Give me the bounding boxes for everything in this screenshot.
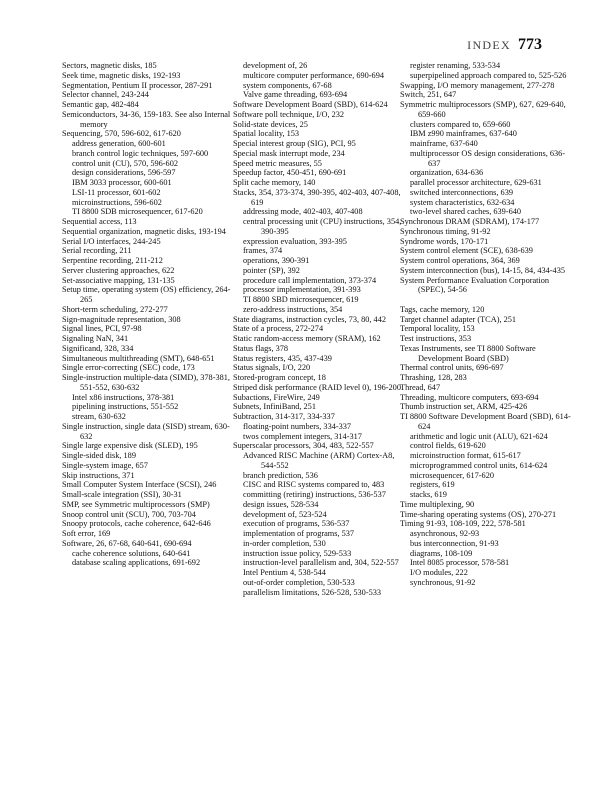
index-entry: Soft error, 169 bbox=[62, 529, 111, 538]
index-entry: TI 8800 Software Development Board (SBD), 614-624 bbox=[400, 412, 571, 431]
index-entry: Stacks, 354, 373-374, 390-395, 402-403, 407-408, 619 bbox=[233, 187, 401, 207]
index-entry: Short-term scheduling, 272-277 bbox=[62, 304, 168, 314]
index-entry: State diagrams, instruction cycles, 73, 80, 442 bbox=[233, 314, 387, 324]
index-entry: Serial recording, 211 bbox=[62, 246, 132, 256]
index-subentry: twos complement integers, 314-317 bbox=[243, 431, 362, 441]
index-subentry: zero-address instructions, 354 bbox=[243, 304, 343, 314]
index-subentry: database scaling applications, 691-692 bbox=[72, 558, 201, 568]
index-subentry: central processing unit (CPU) instructions, 354, 390-395 bbox=[243, 217, 402, 236]
index-entry: Single-instruction multiple-data (SIMD), 378-381, 551-552, 630-632 bbox=[62, 373, 230, 392]
index-subentry: floating-point numbers, 334-337 bbox=[243, 421, 352, 431]
index-subentry: IBM 3033 processor, 600-601 bbox=[72, 178, 172, 187]
index-subentry: IBM z990 mainframes, 637-640 bbox=[410, 129, 517, 139]
index-subentry: in-order completion, 530 bbox=[243, 538, 326, 548]
index-column-2 bbox=[233, 61, 405, 597]
index-entry: Small Computer System Interface (SCSI), 246 bbox=[62, 480, 217, 490]
index-subentry: implementation of programs, 537 bbox=[243, 529, 355, 538]
index-subentry: parallelism limitations, 526-528, 530-533 bbox=[243, 587, 382, 597]
index-entry: Sequencing, 570, 596-602, 617-620 bbox=[62, 129, 181, 139]
running-head-word: INDEX bbox=[467, 38, 511, 52]
index-subentry: pipelining instructions, 551-552 bbox=[72, 402, 179, 412]
index-subentry: synchronous, 91-92 bbox=[410, 577, 476, 587]
index-subentry: design issues, 528-534 bbox=[243, 499, 319, 509]
page-number: 773 bbox=[518, 36, 542, 53]
index-subentry: TI 8800 SBD microsequencer, 619 bbox=[243, 295, 359, 304]
index-subentry: stacks, 619 bbox=[410, 490, 447, 499]
index-subentry: I/O modules, 222 bbox=[410, 568, 468, 577]
index-entry: Threading, multicore computers, 693-694 bbox=[400, 392, 539, 402]
index-entry: Selector channel, 243-244 bbox=[62, 90, 149, 100]
index-subentry: committing (retiring) instructions, 536-537 bbox=[243, 490, 386, 499]
index-entry: Test instructions, 353 bbox=[400, 334, 472, 343]
index-entry: Single error-correcting (SEC) code, 173 bbox=[62, 363, 195, 373]
index-subentry: control unit (CU), 570, 596-602 bbox=[72, 158, 179, 168]
index-subentry: operations, 390-391 bbox=[243, 256, 310, 265]
index-entry: Status signals, I/O, 220 bbox=[233, 363, 311, 373]
index-subentry: two-level shared caches, 639-640 bbox=[410, 207, 522, 217]
index-subentry: microinstructions, 596-602 bbox=[72, 197, 162, 207]
index-subentry: microprogrammed control units, 614-624 bbox=[410, 460, 548, 470]
index-subentry: development of, 26 bbox=[243, 61, 308, 70]
index-subentry: processor implementation, 391-393 bbox=[243, 285, 361, 295]
index-entry: Simultaneous multithreading (SMT), 648-651 bbox=[62, 353, 215, 363]
index-subentry: Valve game threading, 693-694 bbox=[243, 90, 348, 100]
index-subentry: mainframe, 637-640 bbox=[410, 139, 478, 148]
index-entry: Software, 26, 67-68, 640-641, 690-694 bbox=[62, 538, 192, 548]
index-entry: Single-sided disk, 189 bbox=[62, 451, 136, 460]
index-subentry: Intel 8085 processor, 578-581 bbox=[410, 558, 510, 568]
index-subentry: asynchronous, 92-93 bbox=[410, 529, 480, 538]
index-entry: Special mask interrupt mode, 234 bbox=[233, 148, 345, 158]
index-subentry: pointer (SP), 392 bbox=[243, 265, 300, 275]
index-entry: Semiconductors, 34-36, 159-183. See also Internal memory bbox=[62, 109, 231, 129]
index-column-1 bbox=[62, 61, 234, 568]
index-entry: Single large expensive disk (SLED), 195 bbox=[62, 441, 198, 451]
index-entry: Texas Instruments, see TI 8800 Software Development Board (SBD) bbox=[400, 343, 536, 363]
index-subentry: address generation, 600-601 bbox=[72, 139, 166, 148]
index-entry: Skip instructions, 371 bbox=[62, 470, 135, 480]
index-entry: Subactions, FireWire, 249 bbox=[233, 392, 320, 402]
index-subentry: design considerations, 596-597 bbox=[72, 168, 176, 178]
index-entry: System interconnection (bus), 14-15, 84, 434-435 bbox=[400, 265, 565, 275]
index-entry: System control operations, 364, 369 bbox=[400, 256, 520, 265]
index-entry: Synchronous timing, 91-92 bbox=[400, 226, 491, 236]
index-entry: Snoop control unit (SCU), 700, 703-704 bbox=[62, 509, 196, 519]
letter-gap bbox=[400, 295, 572, 305]
index-subentry: system characteristics, 632-634 bbox=[410, 197, 515, 207]
index-entry: Single instruction, single data (SISD) stream, 630-632 bbox=[62, 421, 230, 441]
index-entry: Swapping, I/O memory management, 277-278 bbox=[400, 80, 555, 90]
index-entry: Server clustering approaches, 622 bbox=[62, 265, 175, 275]
index-subentry: switched interconnections, 639 bbox=[410, 187, 513, 197]
index-subentry: procedure call implementation, 373-374 bbox=[243, 275, 377, 285]
index-subentry: LSI-11 processor, 601-602 bbox=[72, 187, 161, 197]
index-subentry: execution of programs, 536-537 bbox=[243, 519, 350, 529]
index-subentry: microinstruction format, 615-617 bbox=[410, 451, 521, 460]
index-entry: Setup time, operating system (OS) efficiency, 264-265 bbox=[62, 285, 231, 304]
index-entry: Thread, 647 bbox=[400, 382, 441, 392]
index-entry: System Performance Evaluation Corporation (SPEC), 54-56 bbox=[400, 275, 550, 295]
index-entry: Spatial locality, 153 bbox=[233, 129, 300, 139]
index-entry: Symmetric multiprocessors (SMP), 627, 629-640, 659-660 bbox=[400, 100, 566, 119]
index-entry: Serial I/O interfaces, 244-245 bbox=[62, 236, 161, 246]
index-entry: Speedup factor, 450-451, 690-691 bbox=[233, 168, 347, 178]
index-entry: Tags, cache memory, 120 bbox=[400, 304, 485, 314]
index-entry: Small-scale integration (SSI), 30-31 bbox=[62, 490, 182, 499]
index-entry: Subtraction, 314-317, 334-337 bbox=[233, 412, 335, 421]
index-subentry: parallel processor architecture, 629-631 bbox=[410, 178, 542, 187]
index-entry: Solid-state devices, 25 bbox=[233, 119, 308, 129]
index-entry: Software poll technique, I/O, 232 bbox=[233, 109, 345, 119]
index-entry: Striped disk performance (RAID level 0), 196-200 bbox=[233, 382, 401, 392]
index-subentry: CISC and RISC systems compared to, 483 bbox=[243, 480, 385, 490]
index-entry: Subnets, InfiniBand, 251 bbox=[233, 402, 316, 412]
index-subentry: instruction issue policy, 529-533 bbox=[243, 548, 352, 558]
index-subentry: addressing mode, 402-403, 407-408 bbox=[243, 207, 363, 217]
index-subentry: arithmetic and logic unit (ALU), 621-624 bbox=[410, 431, 548, 441]
index-entry: Switch, 251, 647 bbox=[400, 90, 457, 100]
index-entry: Timing 91-93, 108-109, 222, 578-581 bbox=[400, 519, 526, 529]
index-subentry: microsequencer, 617-620 bbox=[410, 470, 494, 480]
index-subentry: TI 8800 SDB microsequencer, 617-620 bbox=[72, 207, 203, 217]
index-entry: System control element (SCE), 638-639 bbox=[400, 246, 533, 256]
index-subentry: stream, 630-632 bbox=[72, 412, 126, 421]
index-subentry: system components, 67-68 bbox=[243, 80, 332, 90]
index-entry: Signaling NaN, 341 bbox=[62, 334, 129, 343]
index-entry: State of a process, 272-274 bbox=[233, 324, 324, 334]
index-subentry: cache coherence solutions, 640-641 bbox=[72, 548, 191, 558]
index-entry: Serpentine recording, 211-212 bbox=[62, 256, 163, 265]
index-entry: SMP, see Symmetric multiprocessors (SMP) bbox=[62, 499, 210, 509]
index-entry: Synchronous DRAM (SDRAM), 174-177 bbox=[400, 217, 540, 226]
index-subentry: Intel x86 instructions, 378-381 bbox=[72, 392, 175, 402]
index-subentry: out-of-order completion, 530-533 bbox=[243, 577, 355, 587]
index-entry: Time-sharing operating systems (OS), 270-271 bbox=[400, 509, 557, 519]
index-subentry: Intel Pentium 4, 538-544 bbox=[243, 568, 326, 577]
index-subentry: multicore computer performance, 690-694 bbox=[243, 70, 384, 80]
index-subentry: register renaming, 533-534 bbox=[410, 61, 501, 70]
index-entry: Thrashing, 128, 283 bbox=[400, 373, 467, 382]
index-subentry: clusters compared to, 659-660 bbox=[410, 119, 511, 129]
index-subentry: control fields, 619-620 bbox=[410, 441, 486, 451]
index-subentry: expression evaluation, 393-395 bbox=[243, 236, 347, 246]
index-entry: Speed metric measures, 55 bbox=[233, 158, 322, 168]
index-subentry: diagrams, 108-109 bbox=[410, 548, 473, 558]
index-subentry: branch control logic techniques, 597-600 bbox=[72, 148, 209, 158]
running-head bbox=[467, 36, 542, 54]
index-subentry: Advanced RISC Machine (ARM) Cortex-A8, 544-552 bbox=[243, 451, 395, 470]
index-subentry: development of, 523-524 bbox=[243, 509, 327, 519]
index-entry: Single-system image, 657 bbox=[62, 460, 148, 470]
index-entry: Stored-program concept, 18 bbox=[233, 373, 326, 382]
index-entry: Status registers, 435, 437-439 bbox=[233, 353, 332, 363]
index-entry: Sequential access, 113 bbox=[62, 217, 137, 226]
index-subentry: multiprocessor OS design considerations, 636-637 bbox=[410, 148, 566, 168]
index-entry: Segmentation, Pentium II processor, 287-291 bbox=[62, 80, 213, 90]
index-entry: Sign-magnitude representation, 308 bbox=[62, 314, 181, 324]
index-entry: Semantic gap, 482-484 bbox=[62, 100, 139, 109]
index-entry: Thumb instruction set, ARM, 425-426 bbox=[400, 402, 528, 412]
index-entry: Thermal control units, 696-697 bbox=[400, 363, 504, 373]
index-entry: Signal lines, PCI, 97-98 bbox=[62, 324, 142, 334]
index-column-3 bbox=[400, 61, 572, 588]
index-entry: Set-associative mapping, 131-135 bbox=[62, 275, 175, 285]
index-entry: Target channel adapter (TCA), 251 bbox=[400, 314, 517, 324]
index-entry: Superscalar processors, 304, 483, 522-557 bbox=[233, 441, 374, 451]
index-entry: Status flags, 378 bbox=[233, 343, 289, 353]
index-entry: Special interest group (SIG), PCI, 95 bbox=[233, 139, 356, 148]
index-entry: Software Development Board (SBD), 614-624 bbox=[233, 100, 388, 109]
index-subentry: organization, 634-636 bbox=[410, 168, 484, 178]
index-entry: Sequential organization, magnetic disks, 193-194 bbox=[62, 226, 226, 236]
index-entry: Time multiplexing, 90 bbox=[400, 499, 475, 509]
index-subentry: superpipelined approach compared to, 525-526 bbox=[410, 70, 567, 80]
index-entry: Sectors, magnetic disks, 185 bbox=[62, 61, 157, 70]
index-entry: Temporal locality, 153 bbox=[400, 324, 475, 334]
index-subentry: frames, 374 bbox=[243, 246, 283, 256]
index-entry: Seek time, magnetic disks, 192-193 bbox=[62, 70, 181, 80]
index-subentry: branch prediction, 536 bbox=[243, 470, 318, 480]
index-entry: Significand, 328, 334 bbox=[62, 343, 134, 353]
index-entry: Syndrome words, 170-171 bbox=[400, 236, 489, 246]
index-entry: Split cache memory, 140 bbox=[233, 178, 316, 187]
index-entry: Snoopy protocols, cache coherence, 642-646 bbox=[62, 519, 211, 529]
index-subentry: bus interconnection, 91-93 bbox=[410, 538, 499, 548]
index-subentry: registers, 619 bbox=[410, 480, 455, 490]
index-entry: Static random-access memory (SRAM), 162 bbox=[233, 334, 381, 343]
index-subentry: instruction-level parallelism and, 304, 522-557 bbox=[243, 558, 399, 568]
